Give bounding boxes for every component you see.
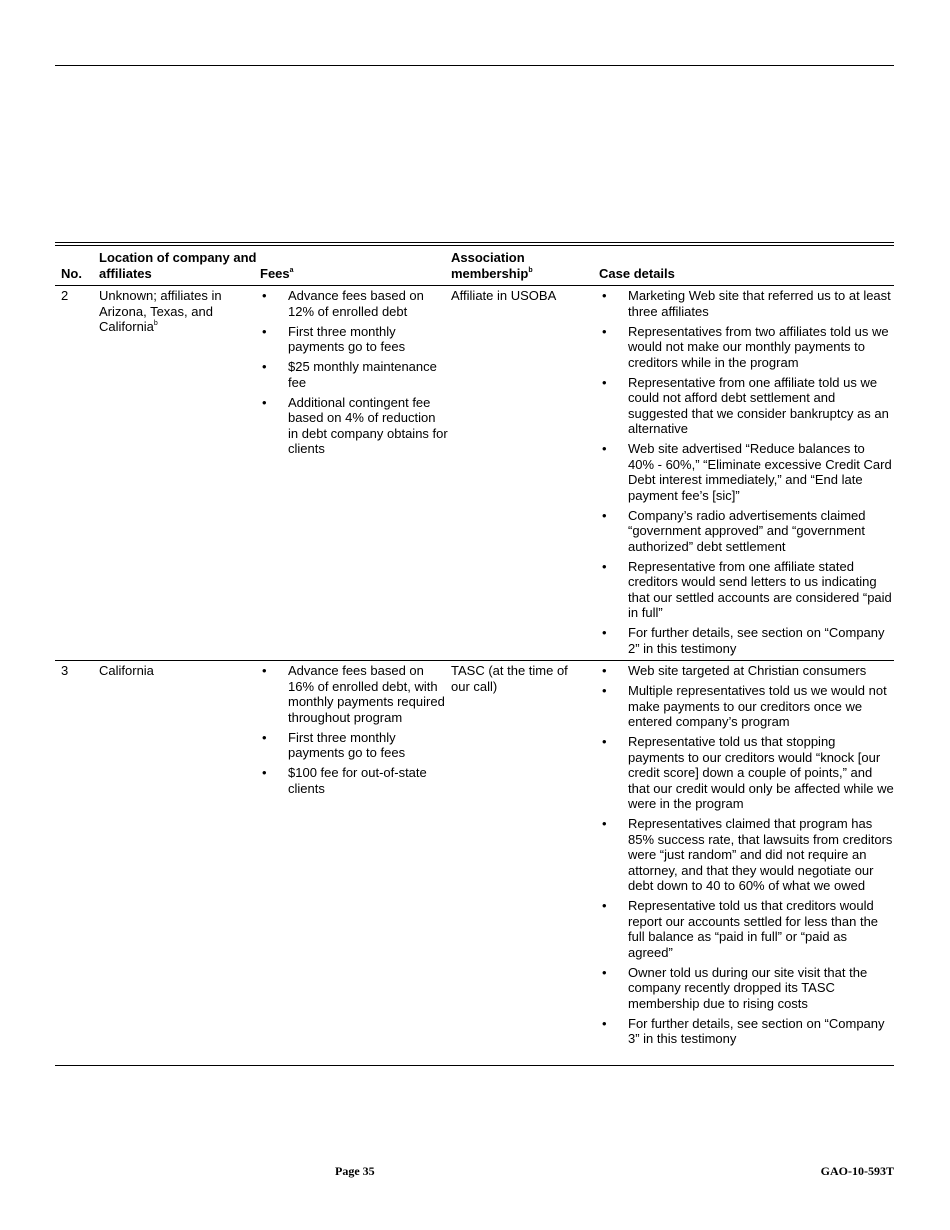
fee-item: • Advance fees based on 12% of enrolled debt (258, 288, 448, 319)
header-location: Location of company and affiliates (99, 250, 257, 281)
case-details-list (598, 288, 894, 656)
case-detail-item: • Representatives from two affiliates told us we would not make our monthly payments to creditors while in the program (598, 324, 894, 371)
location-text: Unknown; affiliates in Arizona, Texas, and California (99, 288, 222, 334)
fee-item: • $25 monthly maintenance fee (258, 359, 448, 390)
page-number: Page 35 (335, 1164, 375, 1178)
header-fees (260, 266, 294, 282)
table-row (55, 285, 894, 660)
header-association-label: Association membership (451, 250, 529, 281)
header-association-footnote: b (528, 267, 533, 274)
report-number: GAO-10-593T (820, 1164, 894, 1178)
association-cell: Affiliate in USOBA (451, 288, 557, 303)
case-detail-item: • Marketing Web site that referred us to at least three affiliates (598, 288, 894, 319)
table-row (55, 660, 894, 1066)
fees-cell (258, 288, 448, 461)
table-header (55, 246, 894, 285)
case-detail-item: • Representative told us that stopping payments to our creditors would “knock [our credit score] down a couple of points,” and that our credit would only be affected while we were in the program (598, 734, 894, 812)
case-details-cell (598, 663, 894, 1051)
fees-list (258, 663, 448, 796)
case-detail-item: • Web site advertised “Reduce balances to 40% - 60%,” “Eliminate excessive Credit Card Debt interest immediately,” and “End late payment fee’s [sic]” (598, 441, 894, 503)
fee-item: • First three monthly payments go to fees (258, 730, 448, 761)
location-cell (99, 288, 249, 335)
case-detail-item: • Multiple representatives told us we would not make payments to our creditors once we entered company’s program (598, 683, 894, 730)
location-footnote: b (153, 320, 158, 327)
fees-cell (258, 663, 448, 801)
case-detail-item: • Representative from one affiliate stated creditors would send letters to us indicating that our settled accounts are considered “paid in full” (598, 559, 894, 621)
case-table (55, 242, 894, 1066)
row-number: 2 (61, 288, 69, 303)
header-no: No. (61, 266, 82, 281)
case-detail-item: • For further details, see section on “Company 2” in this testimony (598, 625, 894, 656)
top-rule (55, 65, 894, 66)
fees-list (258, 288, 448, 457)
case-detail-item: • Web site targeted at Christian consumers (598, 663, 894, 679)
row-number: 3 (61, 663, 69, 678)
case-details-list (598, 663, 894, 1047)
fee-item: • Additional contingent fee based on 4% of reduction in debt company obtains for clients (258, 395, 448, 457)
case-details-cell (598, 288, 894, 661)
header-association (451, 250, 561, 282)
fee-item: • First three monthly payments go to fees (258, 324, 448, 355)
location-cell: California (99, 663, 154, 678)
fee-item: • Advance fees based on 16% of enrolled debt, with monthly payments required throughout program (258, 663, 448, 725)
case-detail-item: • Owner told us during our site visit that the company recently dropped its TASC membership due to rising costs (598, 965, 894, 1012)
fee-item: • $100 fee for out-of-state clients (258, 765, 448, 796)
association-cell: TASC (at the time of our call) (451, 663, 568, 694)
header-fees-label: Fees (260, 266, 290, 281)
case-detail-item: • For further details, see section on “Company 3” in this testimony (598, 1016, 894, 1047)
case-detail-item: • Representatives claimed that program has 85% success rate, that lawsuits from creditors were “just random” and did not require an attorney, and that they would negotiate our debt down to 40 to 60% of what we owed (598, 816, 894, 894)
case-detail-item: • Representative from one affiliate told us we could not afford debt settlement and suggested that we consider bankruptcy as an alternative (598, 375, 894, 437)
case-detail-item: • Company’s radio advertisements claimed “government approved” and “government authorized” debt settlement (598, 508, 894, 555)
header-case-details: Case details (599, 266, 675, 281)
case-detail-item: • Representative told us that creditors would report our accounts settled for less than the full balance as “paid in full” or “paid as agreed” (598, 898, 894, 960)
header-fees-footnote: a (289, 267, 294, 274)
